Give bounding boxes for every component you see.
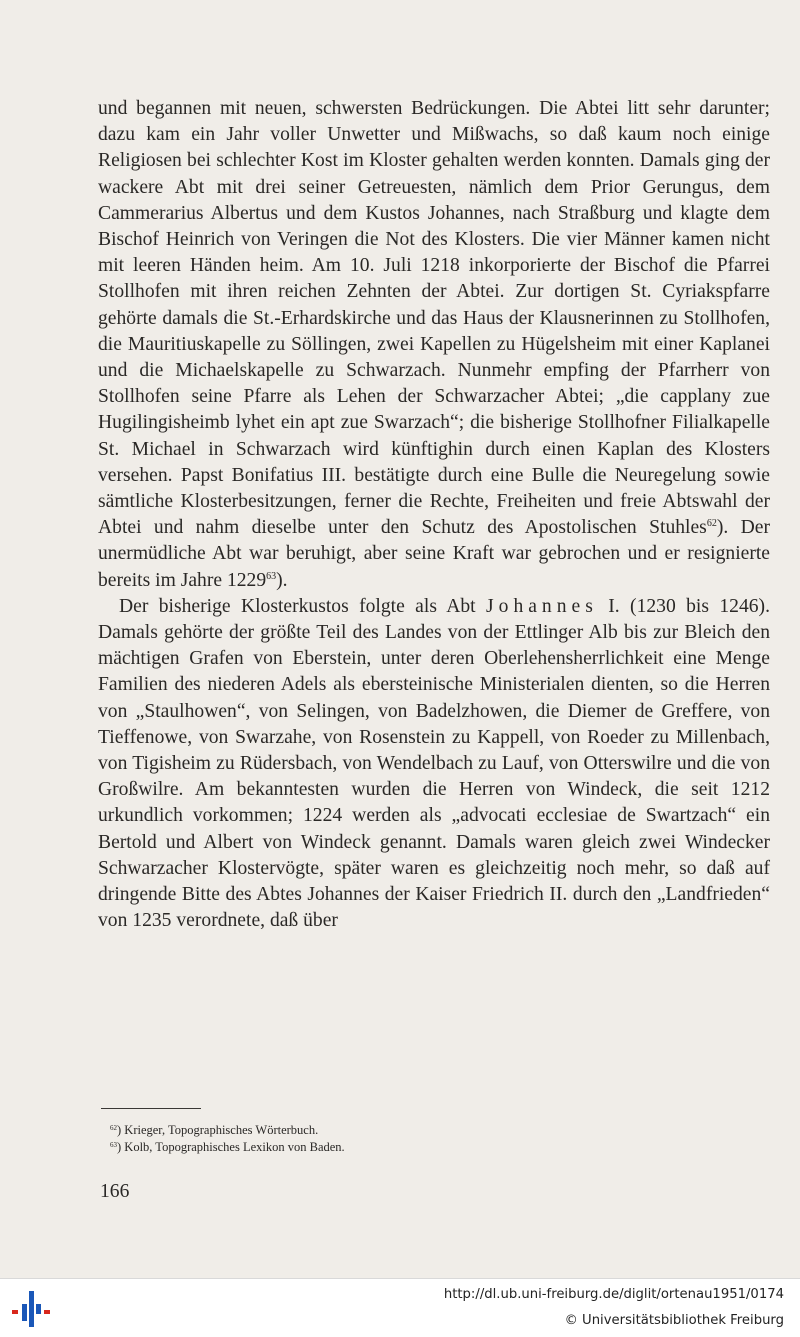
- footnote: [110, 1139, 345, 1156]
- body-text: [98, 96, 770, 935]
- footnote-text: ) Krieger, Topographisches Wörterbuch.: [117, 1123, 319, 1137]
- paragraph: [98, 96, 770, 594]
- spaced-name: Johannes: [486, 595, 598, 617]
- footnotes: [110, 1122, 345, 1156]
- footnote-text: ) Kolb, Topographisches Lexikon von Baden.: [117, 1140, 345, 1154]
- paragraph-text: Der bisherige Klosterkustos folgte als Abt: [119, 595, 487, 617]
- paragraph-text: I. (1230 bis 1246). Damals gehörte der größte Teil des Landes von der Ettlinger Alb bis zur Bleich den mächtigen Grafen von Eberstein, unter deren Oberlehensherrlichkeit eine Menge Familien des niederen Adels als ebersteinische Ministerialen dienten, so die Herren von „Staulhowen“, von Selingen, von Badelzhowen, die Diemer de Greffere, von Tieffenowe, von Swarzahe, von Rosenstein zu Kappell, von Roeder zu Millenbach, von Tigisheim zu Rüdersbach, von Wendelbach zu Lauf, von Otterswilre und die von Großwilre. Am bekanntesten wurden die Herren von Windeck, die seit 1212 urkundlich vorkommen; 1224 werden als „advocati ecclesiae de Swartzach“ ein Bertold und Albert von Windeck genannt. Damals waren gleich zwei Windecker Schwarzacher Klostervögte, später waren es gleichzeitig noch mehr, so daß auf dringende Bitte des Abtes Johannes der Kaiser Friedrich II. durch den „Landfrieden“ von 1235 verordnete, daß über: [98, 595, 770, 932]
- footnote-reference: 63: [266, 570, 277, 582]
- paragraph-text: ). Der unermüdliche Abt war beruhigt, aber seine Kraft war gebrochen und er resignierte bereits im Jahre 1229: [98, 517, 770, 591]
- footnote-reference: 62: [706, 518, 717, 530]
- paragraph: [98, 594, 770, 935]
- library-footer: [0, 1278, 800, 1337]
- paragraph-text: ).: [276, 569, 288, 591]
- page-number: 166: [100, 1181, 130, 1202]
- ub-freiburg-logo-icon: [12, 1289, 50, 1329]
- footnote: [110, 1122, 345, 1139]
- copyright-notice: © Universitätsbibliothek Freiburg: [564, 1313, 784, 1328]
- footnote-number: 63: [110, 1141, 117, 1149]
- footnote-divider: [101, 1108, 201, 1109]
- paragraph-text: und begannen mit neuen, schwersten Bedrückungen. Die Abtei litt sehr darunter; dazu kam ein Jahr voller Unwetter und Mißwachs, so daß kaum noch einige Religiosen bei schlechter Kost im Kloster gehalten werden konnten. Damals ging der wackere Abt mit drei seiner Getreuesten, nämlich dem Prior Gerungus, dem Cammerarius Albertus und dem Kustos Johannes, nach Straßburg und klagte dem Bischof Heinrich von Veringen die Not des Klosters. Die vier Männer kamen nicht mit leeren Händen heim. Am 10. Juli 1218 inkorporierte der Bischof die Pfarrei Stollhofen mit ihren reichen Zehnten der Abtei. Zur dortigen St. Cyriakspfarre gehörte damals die St.-Erhardskirche und das Haus der Klausnerinnen zu Stollhofen, die Mauritiuskapelle zu Söllingen, zwei Kapellen zu Hügelsheim mit einer Kaplanei und die Michaelskapelle zu Schwarzach. Nunmehr empfing der Pfarrherr von Stollhofen seine Pfarre als Lehen der Schwarzacher Abtei; „die capplany zue Hugilingisheimb lyhet ein apt zue Swarzach“; die bisherige Stollhofner Filialkapelle St. Michael in Schwarzach wird künftighin durch einen Kaplan des Klosters versehen. Papst Bonifatius III. bestätigte durch eine Bulle die Neuregelung sowie sämtliche Klosterbesitzungen, ferner die Rechte, Freiheiten und freie Abtswahl der Abtei und nahm dieselbe unter den Schutz des Apostolischen Stuhles: [98, 98, 770, 539]
- footnote-number: 62: [110, 1124, 117, 1132]
- source-url-link[interactable]: http://dl.ub.uni-freiburg.de/diglit/ortenau1951/0174: [443, 1287, 784, 1302]
